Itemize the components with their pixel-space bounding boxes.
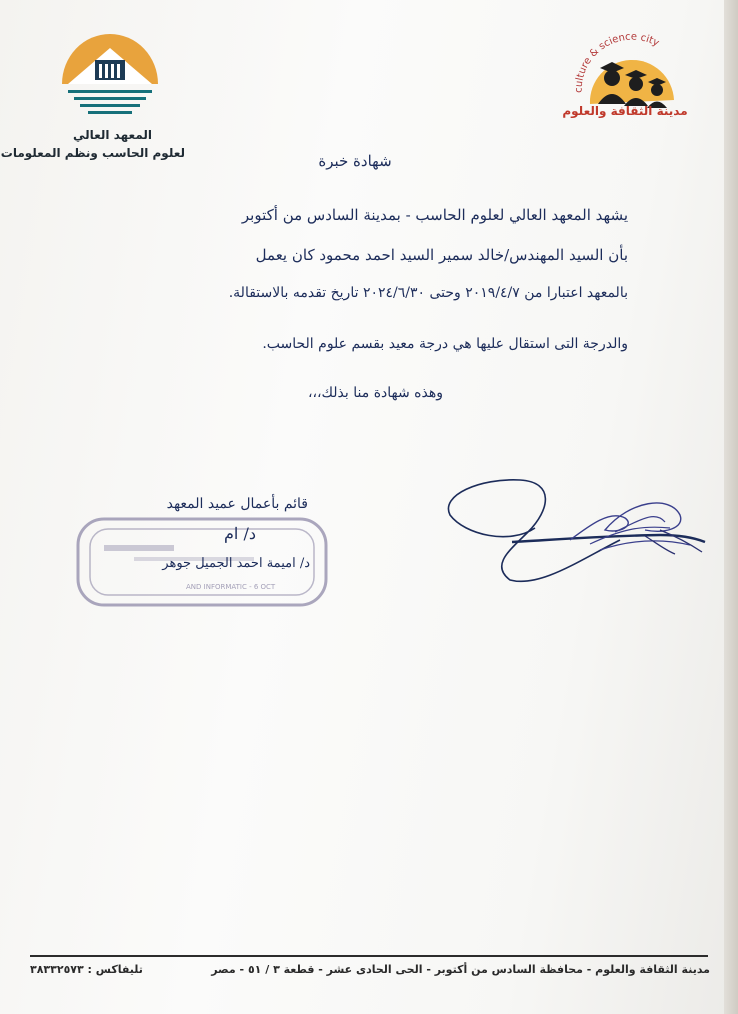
- letter-line-1: يشهد المعهد العالي لعلوم الحاسب - بمدينة السادس من أكتوبر: [241, 206, 628, 224]
- city-logo-text-en: culture & science city: [573, 31, 661, 93]
- handwritten-signature: [440, 470, 715, 595]
- footer-divider: [30, 955, 708, 957]
- letter-line-3: بالمعهد اعتبارا من ٢٠١٩/٤/٧ وحتى ٢٠٢٤/٦/٣٠ تاريخ تقدمه بالاستقالة.: [228, 285, 628, 301]
- institute-name: [0, 126, 185, 162]
- footer-address: مدينة الثقافة والعلوم - محافظة السادس من أكتوبر - الحى الحادى عشر - قطعة ٣ / ٥١ - مصر: [211, 963, 710, 976]
- institute-name-line1: المعهد العالي: [72, 128, 152, 142]
- signatory-name: د/ اميمة احمد الجميل جوهر: [162, 556, 310, 571]
- signatory-title: قائم بأعمال عميد المعهد: [166, 496, 308, 512]
- letter-line-2: بأن السيد المهندس/خالد سمير السيد احمد محمود كان يعمل: [255, 246, 628, 264]
- letter-title: شهادة خبرة: [318, 152, 392, 170]
- institute-name-line2: لعلوم الحاسب ونظم المعلومات: [0, 146, 185, 160]
- stamp-text: AND INFORMATIC - 6 OCT: [186, 583, 276, 591]
- footer-fax: تليفاكس : ٣٨٣٣٢٥٧٣: [30, 963, 143, 976]
- page-edge-background: [724, 0, 738, 1014]
- city-logo-text-ar: مدينة الثقافة والعلوم: [562, 104, 688, 118]
- signatory-initials: د/ ام: [224, 524, 256, 543]
- institute-logo-icon: [58, 26, 162, 122]
- letter-line-5: وهذه شهادة منا بذلك،،،: [307, 385, 443, 401]
- letter-line-4: والدرجة التى استقال عليها هي درجة معيد بقسم علوم الحاسب.: [262, 336, 628, 352]
